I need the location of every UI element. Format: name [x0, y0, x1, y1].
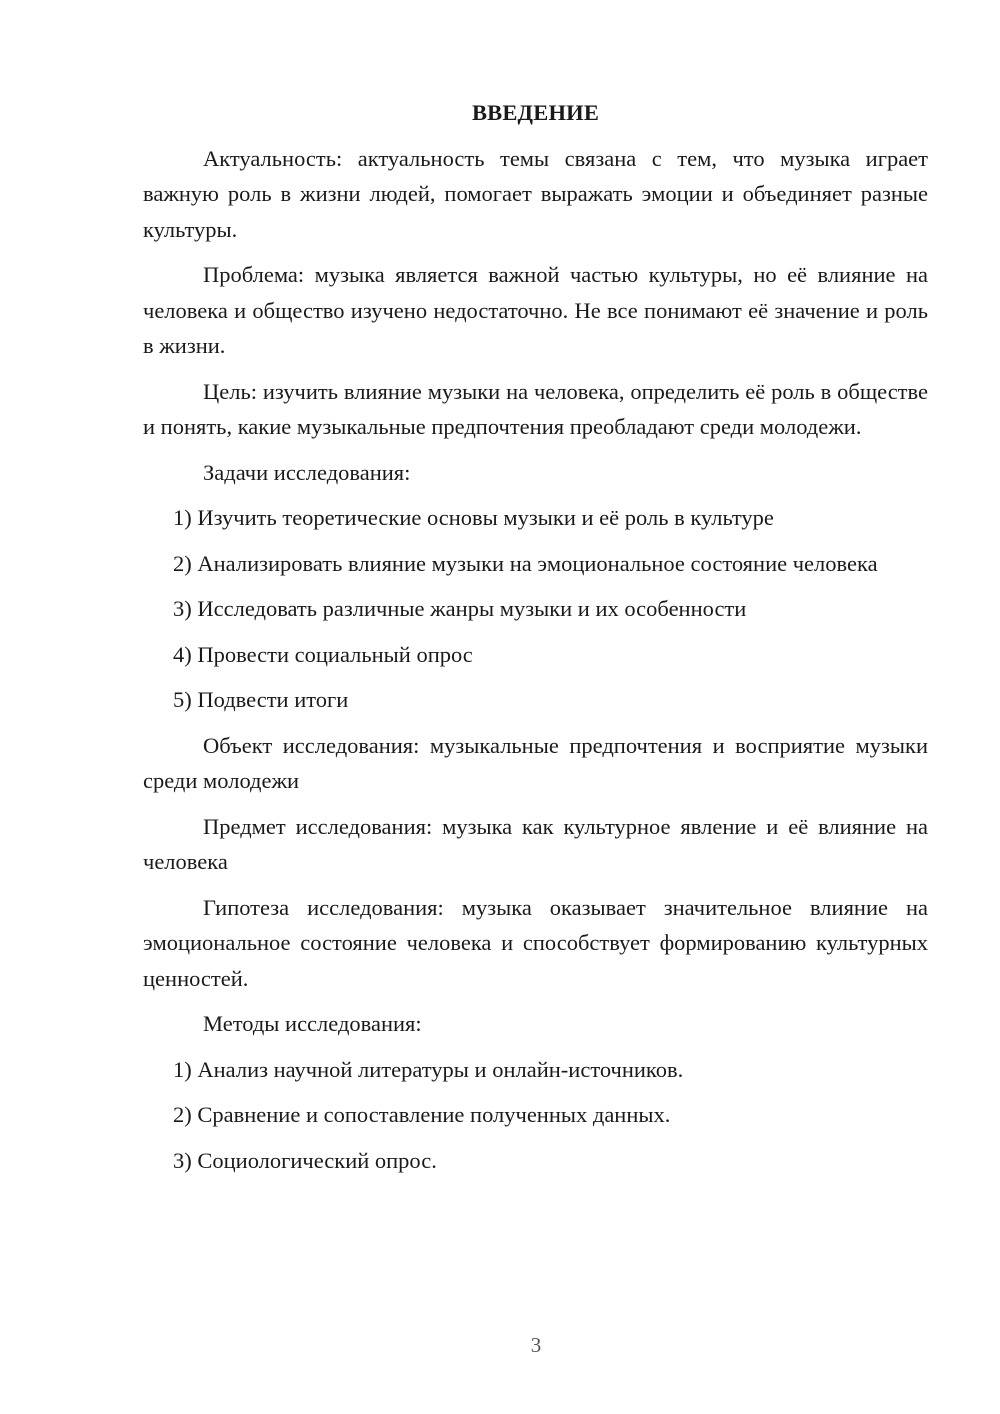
- goal-paragraph: Цель: изучить влияние музыки на человека, определить её роль в обществе и понять, какие музыкальные предпочтения преобладают среди молодежи.: [143, 378, 928, 439]
- problem-paragraph: Проблема: музыка является важной частью культуры, но её влияние на человека и общество изучено недостаточно. Не все понимают её значение и роль в жизни.: [143, 262, 928, 358]
- tasks-heading: Задачи исследования:: [203, 459, 411, 485]
- object-paragraph: Объект исследования: музыкальные предпочтения и восприятие музыки среди молодежи: [143, 732, 928, 793]
- page-number: 3: [530, 1333, 542, 1357]
- task-item: 1) Изучить теоретические основы музыки и её роль в культуре: [173, 505, 774, 530]
- task-item: 4) Провести социальный опрос: [173, 641, 473, 667]
- task-item: 5) Подвести итоги: [173, 687, 349, 712]
- relevance-paragraph: Актуальность: актуальность темы связана с тем, что музыка играет важную роль в жизни людей, помогает выражать эмоции и объединяет разные культуры.: [143, 145, 928, 242]
- methods-heading: Методы исследования:: [203, 1011, 422, 1036]
- task-item: 2) Анализировать влияние музыки на эмоциональное состояние человека: [173, 550, 878, 576]
- method-item: 2) Сравнение и сопоставление полученных данных.: [173, 1102, 671, 1127]
- method-item: 1) Анализ научной литературы и онлайн-источников.: [173, 1056, 684, 1082]
- task-item: 3) Исследовать различные жанры музыки и их особенности: [173, 596, 747, 621]
- subject-paragraph: Предмет исследования: музыка как культурное явление и её влияние на человека: [143, 813, 928, 874]
- page-title: ВВЕДЕНИЕ: [471, 100, 600, 125]
- hypothesis-paragraph: Гипотеза исследования: музыка оказывает значительное влияние на эмоциональное состояние человека и способствует формированию культурных ценностей.: [143, 894, 928, 991]
- method-item: 3) Социологический опрос.: [173, 1147, 437, 1173]
- document-body: [143, 95, 928, 1188]
